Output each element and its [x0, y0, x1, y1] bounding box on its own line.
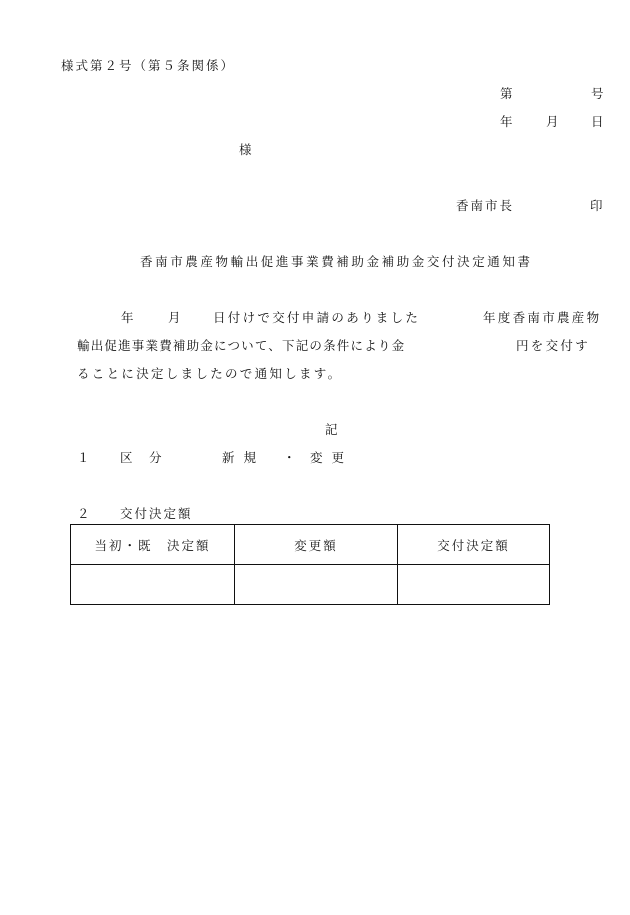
section1-number: １: [77, 450, 92, 465]
form-label: 様式第２号（第５条関係）: [61, 58, 236, 73]
issuer-name: 香南市長: [456, 198, 515, 213]
document-title: 香南市農産物輸出促進事業費補助金補助金交付決定通知書: [140, 254, 533, 269]
option-change: 変更: [310, 450, 354, 465]
table-row: [71, 565, 550, 605]
date-month-label: 月: [546, 114, 561, 129]
section1-label: 区 分: [120, 450, 164, 465]
section2-label: 交付決定額: [120, 506, 193, 521]
body-text-decision: ることに決定しましたので通知します。: [77, 366, 343, 381]
date-year-label: 年: [500, 114, 515, 129]
cell-initial-amount: [71, 565, 235, 605]
body-text-subsidy: 輸出促進事業費補助金について、下記の条件により金: [77, 338, 406, 353]
cell-change-amount: [235, 565, 398, 605]
seal-mark: 印: [590, 198, 605, 213]
recipient-honorific: 様: [239, 142, 254, 157]
body-text-application: 日付けで交付申請のありました: [213, 310, 421, 325]
section2-number: ２: [77, 506, 92, 521]
document-number-suffix: 号: [591, 86, 606, 101]
cell-decision-amount: [398, 565, 550, 605]
amount-table: [70, 524, 550, 605]
option-separator: ・: [283, 450, 298, 465]
date-day-label: 日: [591, 114, 606, 129]
header-initial-amount: 当初・既 決定額: [71, 525, 235, 565]
body-month-label: 月: [168, 310, 183, 325]
header-change-amount: 変更額: [235, 525, 398, 565]
document-number-prefix: 第: [500, 86, 515, 101]
ki-heading: 記: [325, 422, 340, 437]
option-new: 新規: [222, 450, 266, 465]
body-text-fiscal-year: 年度香南市農産物: [483, 310, 602, 325]
table-header-row: [71, 525, 550, 565]
body-text-yen: 円を交付す: [516, 338, 591, 353]
header-decision-amount: 交付決定額: [398, 525, 550, 565]
body-year-label: 年: [121, 310, 136, 325]
